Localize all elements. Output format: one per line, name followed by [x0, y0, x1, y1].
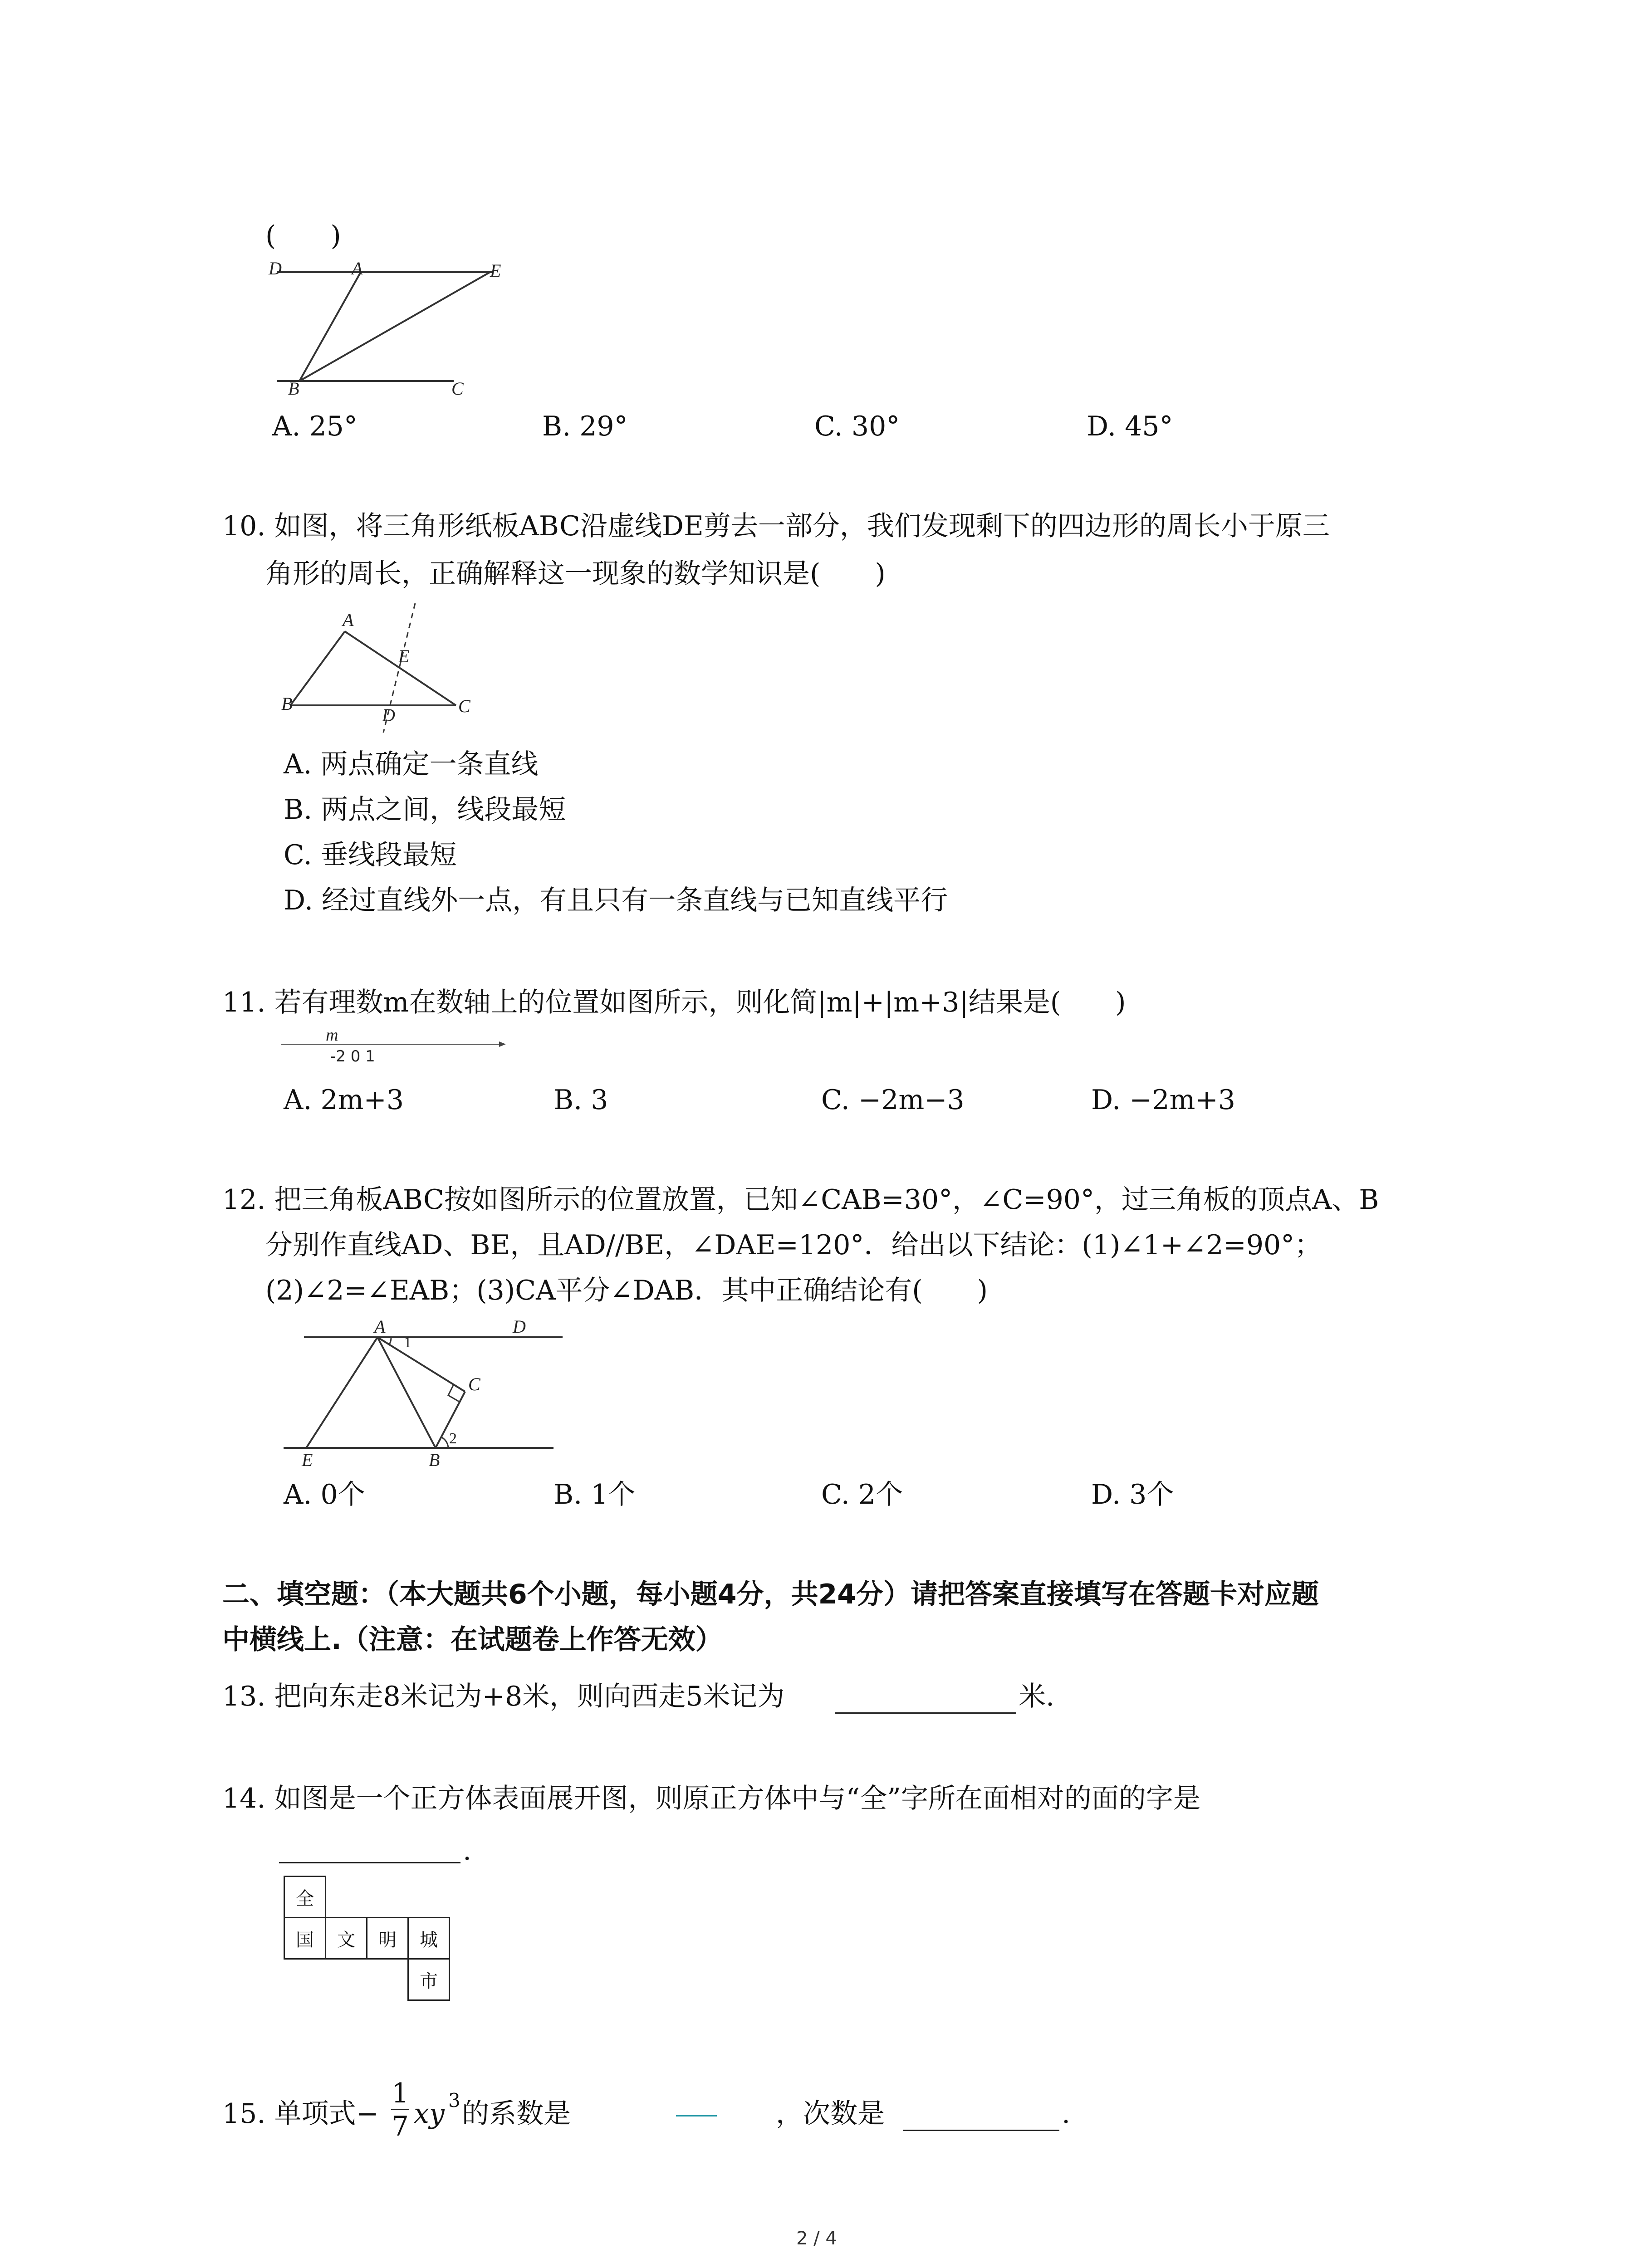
q14-cell-cheng: 城: [407, 1917, 450, 1960]
q14-cell-shi: 市: [407, 1958, 450, 2001]
q11-axis-ticks: -2 0 1: [330, 1047, 375, 1066]
q10-stem-line1: 10. 如图，将三角形纸板ABC沿虚线DE剪去一部分，我们发现剩下的四边形的周长小于原三: [222, 510, 1330, 542]
q12-stem-line1: 12. 把三角板ABC按如图所示的位置放置，已知∠CAB=30°，∠C=90°，过三角板的顶点A、B: [222, 1184, 1379, 1216]
q10-figure: [277, 599, 490, 735]
q9-label-a: A: [352, 258, 363, 279]
q9-option-d: D. 45°: [1087, 411, 1173, 442]
q10-option-b: B. 两点之间，线段最短: [284, 794, 566, 826]
q15-variable: xy: [414, 2098, 445, 2130]
q15-end-period: .: [1062, 2098, 1071, 2130]
q10-option-c: C. 垂线段最短: [284, 839, 457, 871]
q12-label-e: E: [302, 1450, 313, 1470]
q10-label-d: D: [382, 705, 395, 725]
q15-fraction-denominator: 7: [391, 2111, 409, 2142]
section2-heading-line2: 中横线上.（注意：在试题卷上作答无效）: [222, 1624, 723, 1656]
q14-cell-quan: 全: [284, 1876, 326, 1918]
q14-stem: 14. 如图是一个正方体表面展开图，则原正方体中与“全”字所在面相对的面的字是: [222, 1783, 1200, 1814]
q14-end-period: .: [463, 1835, 472, 1867]
q14-cell-guo: 国: [284, 1917, 326, 1960]
q9-label-c: C: [451, 378, 464, 399]
q12-option-b: B. 1个: [554, 1479, 636, 1510]
q14-cube-net: [284, 1876, 465, 2012]
q12-label-b: B: [429, 1450, 440, 1470]
q15-stem-prefix: 15. 单项式−: [222, 2098, 379, 2130]
q12-option-a: A. 0个: [284, 1479, 365, 1510]
q9-label-e: E: [490, 260, 501, 281]
q12-stem-line2: 分别作直线AD、BE，且AD//BE，∠DAE=120°．给出以下结论：(1)∠1+∠2=90°；: [265, 1229, 1322, 1261]
q11-axis-m: m: [326, 1026, 338, 1045]
q12-label-angle2: 2: [449, 1430, 457, 1447]
q13-stem: 13. 把向东走8米记为+8米，则向西走5米记为: [222, 1681, 785, 1712]
section2-heading-line1: 二、填空题：（本大题共6个小题，每小题4分，共24分）请把答案直接填写在答题卡对应题: [222, 1579, 1319, 1610]
q14-cell-ming: 明: [366, 1917, 409, 1960]
q12-figure: [272, 1315, 581, 1470]
q13-answer-blank[interactable]: [835, 1712, 1016, 1714]
q12-option-c: C. 2个: [821, 1479, 903, 1510]
q9-figure: [263, 259, 517, 404]
q15-coefficient-label: 的系数是: [462, 2098, 571, 2130]
q11-stem: 11. 若有理数m在数轴上的位置如图所示，则化简|m|+|m+3|结果是( ): [222, 987, 1126, 1018]
q15-degree-label: ，次数是: [776, 2098, 885, 2130]
q9-answer-bracket: ( ): [265, 220, 341, 252]
q12-label-c: C: [468, 1374, 480, 1394]
q12-label-angle1: 1: [404, 1334, 411, 1351]
q9-label-b: B: [288, 378, 299, 399]
q14-cell-wen: 文: [325, 1917, 367, 1960]
q15-coefficient-blank[interactable]: [676, 2115, 717, 2116]
q12-option-d: D. 3个: [1091, 1479, 1174, 1510]
q12-stem-line3: (2)∠2=∠EAB；(3)CA平分∠DAB．其中正确结论有( ): [265, 1275, 988, 1306]
page-number: 2 / 4: [796, 2228, 837, 2249]
q14-answer-blank[interactable]: [279, 1862, 460, 1863]
q10-option-d: D. 经过直线外一点，有且只有一条直线与已知直线平行: [284, 885, 948, 916]
q12-label-a: A: [374, 1316, 386, 1337]
q13-unit: 米.: [1019, 1681, 1055, 1712]
q15-fraction-numerator: 1: [391, 2077, 409, 2109]
q10-option-a: A. 两点确定一条直线: [284, 748, 539, 780]
q10-stem-line2: 角形的周长，正确解释这一现象的数学知识是( ): [265, 558, 886, 590]
q15-degree-blank[interactable]: [903, 2130, 1059, 2131]
q12-label-d: D: [513, 1316, 526, 1337]
q10-label-a: A: [343, 610, 354, 630]
q9-option-b: B. 29°: [542, 411, 628, 442]
q11-option-d: D. −2m+3: [1091, 1084, 1235, 1116]
q10-label-b: B: [281, 694, 293, 714]
q15-fraction: [391, 2077, 409, 2142]
q9-label-d: D: [269, 258, 282, 279]
q11-number-line: [277, 1025, 513, 1070]
q11-option-a: A. 2m+3: [284, 1084, 404, 1116]
q10-label-e: E: [398, 646, 410, 666]
q11-option-c: C. −2m−3: [821, 1084, 965, 1116]
q15-exponent: 3: [448, 2089, 460, 2112]
q9-option-a: A. 25°: [272, 411, 358, 442]
q11-option-b: B. 3: [554, 1084, 608, 1116]
q9-option-c: C. 30°: [814, 411, 900, 442]
q10-label-c: C: [458, 696, 470, 716]
